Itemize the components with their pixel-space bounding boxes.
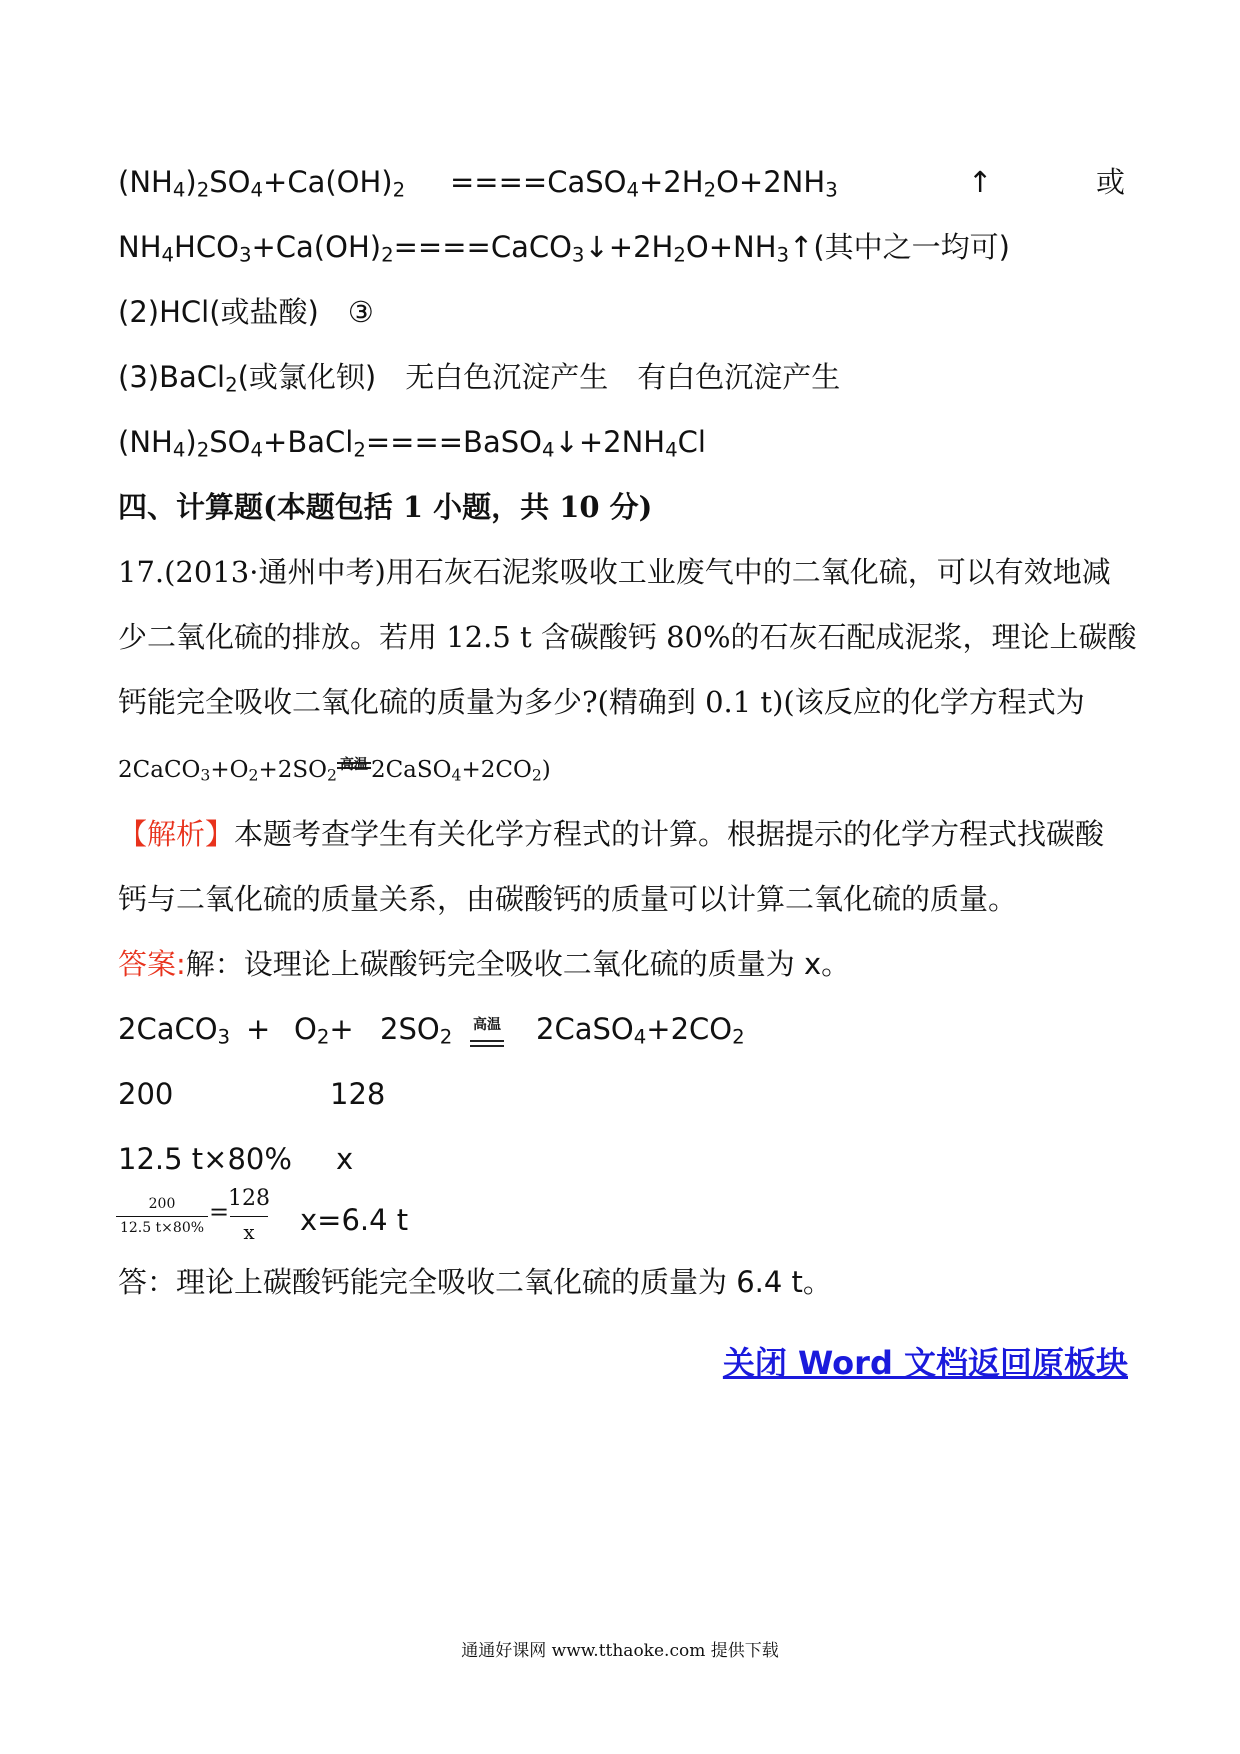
- mass-so2: 128: [330, 1077, 386, 1111]
- frac-left-bar: [116, 1216, 208, 1217]
- eq-products: $2CaSO_4+2CO_2$: [536, 1012, 745, 1049]
- reaction-1-right: $====CaSO_4+2H_2O+2NH_3$: [450, 165, 838, 202]
- eq-o2: $O_2+$: [294, 1012, 354, 1049]
- given-caco3: 12.5 t×80%: [118, 1142, 292, 1176]
- frac-right-num: 128: [228, 1186, 270, 1211]
- eq-so2: $2SO_2$: [380, 1012, 453, 1049]
- analysis-text-1: 本题考查学生有关化学方程式的计算。根据提示的化学方程式找碳酸: [234, 817, 1105, 851]
- close-word-document-link[interactable]: 关闭 Word 文档返回原板块: [722, 1344, 1128, 1382]
- given-x: x: [336, 1142, 354, 1176]
- frac-left-den: 12.5 t×80%: [119, 1220, 205, 1236]
- or-word: 或: [1096, 165, 1126, 199]
- answer-intro: 解：设理论上碳酸钙完全吸收二氧化硫的质量为 x。: [185, 947, 851, 981]
- frac-left-num: 200: [148, 1196, 176, 1212]
- answer-label: 答案:: [118, 947, 186, 981]
- eq-plus: +: [246, 1012, 271, 1046]
- reaction-1-left: $(NH_4)_2SO_4+Ca(OH)_2$: [118, 165, 406, 202]
- eq-condition: 高温: [470, 1015, 504, 1055]
- mass-caco3: 200: [118, 1077, 174, 1111]
- answer-intro-line: [118, 944, 1128, 984]
- result: x=6.4 t: [300, 1203, 409, 1237]
- gas-arrow: ↑: [968, 165, 993, 199]
- section-heading: 四、计算题(本题包括 1 小题，共 10 分): [118, 490, 653, 524]
- question-equation: $2CaCO_3+O_2+2SO_2$ 高温 $2CaSO_4+2CO_2$): [118, 757, 551, 785]
- question-line-1: 17.(2013·通州中考)用石灰石泥浆吸收工业废气中的二氧化硫，可以有效地减: [118, 555, 1111, 589]
- eq-caco3: 2CaCO$_3$: [118, 1012, 231, 1049]
- reaction-line-2: $NH_4HCO_3+Ca(OH)_2====CaCO_3↓+2H_2O+NH_3↑$(其中之一均可): [118, 230, 1010, 267]
- analysis-label: 【解析】: [118, 817, 235, 851]
- frac-right-den: x: [243, 1220, 255, 1244]
- question-line-3: 钙能完全吸收二氧化硫的质量为多少?(精确到 0.1 t)(该反应的化学方程式为: [118, 685, 1085, 719]
- answer-part-3: (3)BaCl$_2$(或氯化钡) 无白色沉淀产生 有白色沉淀产生: [118, 360, 841, 397]
- footer: 通通好课网 www.tthaoke.com 提供下载: [461, 1641, 779, 1661]
- question-line-2: 少二氧化硫的排放。若用 12.5 t 含碳酸钙 80%的石灰石配成泥浆，理论上碳酸: [118, 620, 1137, 654]
- answer-part-2: (2)HCl(或盐酸) ③: [118, 295, 374, 329]
- reaction-line-3: $(NH_4)_2SO_4+BaCl_2====BaSO_4↓+2NH_4Cl$: [118, 425, 706, 462]
- frac-right-bar: [230, 1216, 268, 1217]
- analysis-line-2: 钙与二氧化硫的质量关系，由碳酸钙的质量可以计算二氧化硫的质量。: [118, 882, 1018, 916]
- conclusion: 答：理论上碳酸钙能完全吸收二氧化硫的质量为 6.4 t。: [118, 1265, 832, 1299]
- high-temp-condition: 高温: [337, 762, 371, 769]
- frac-equals: =: [209, 1198, 230, 1226]
- analysis-line-1: [118, 814, 1128, 854]
